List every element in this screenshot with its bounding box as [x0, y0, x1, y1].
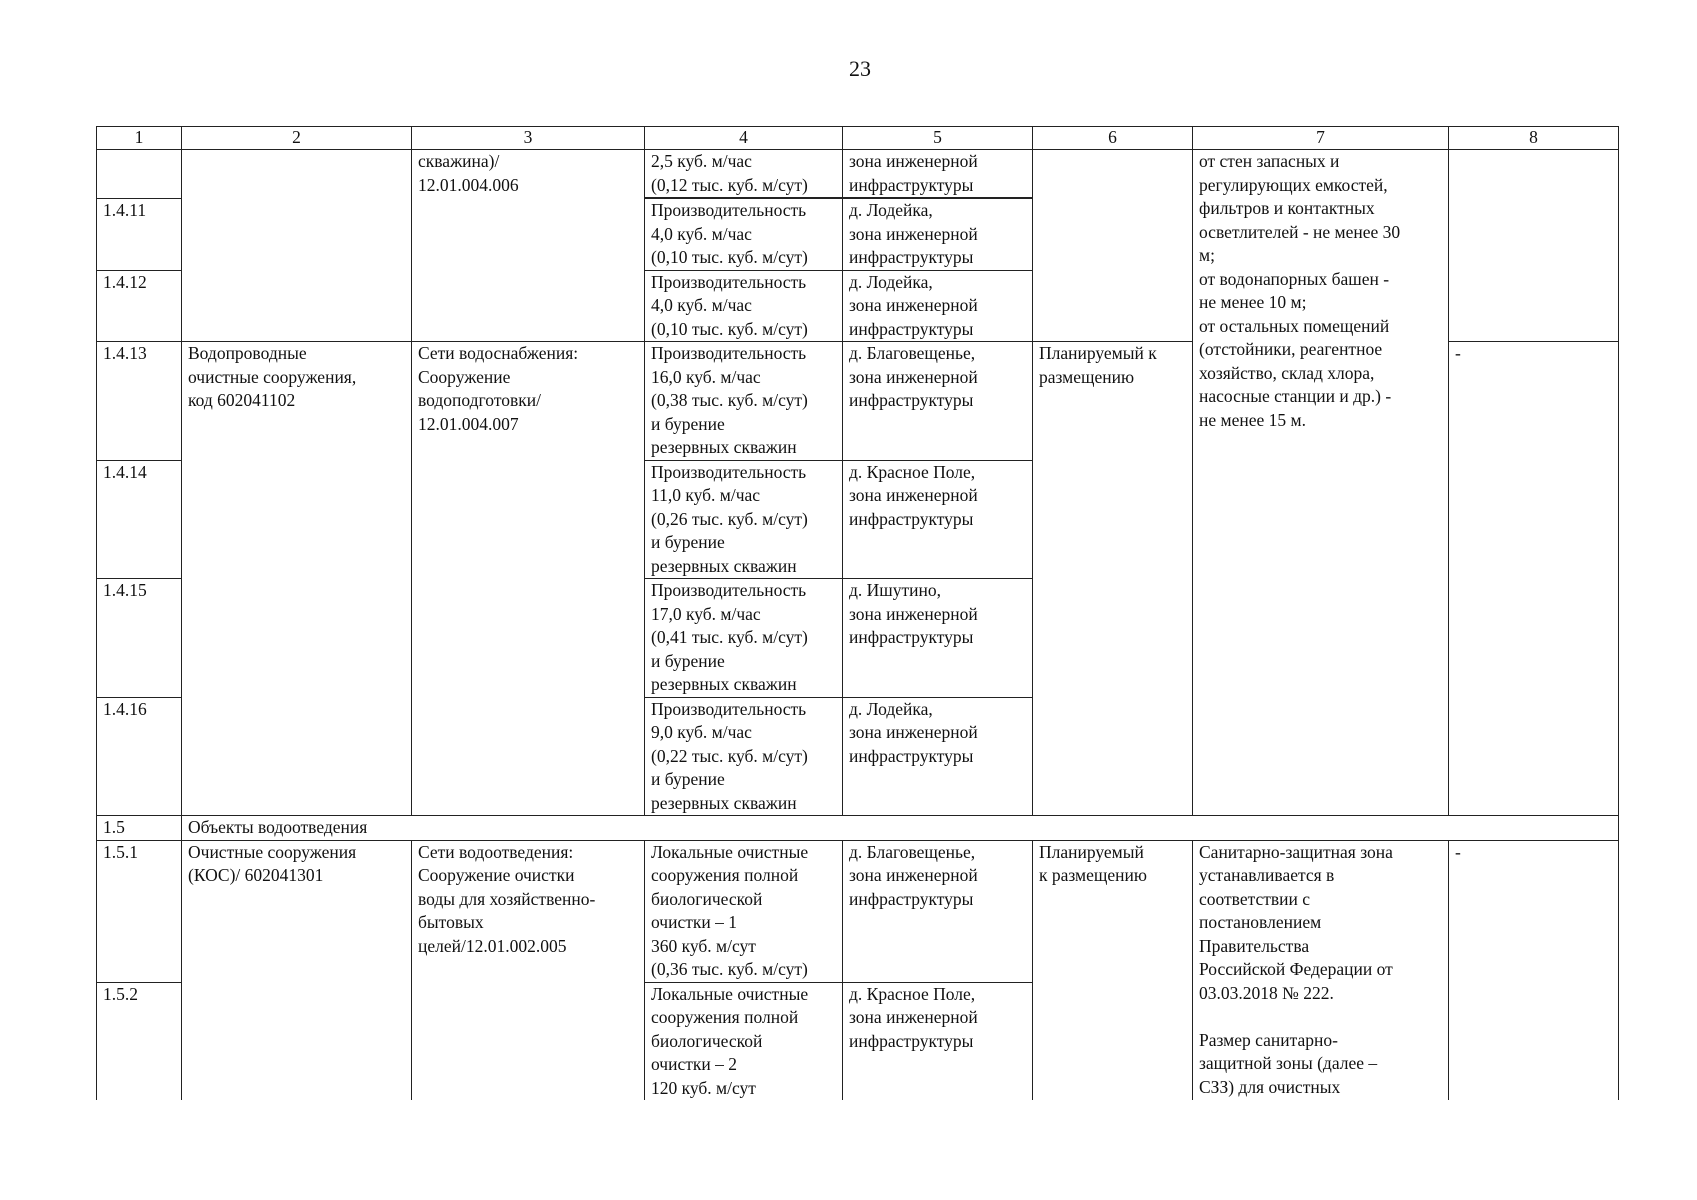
table-row [97, 150, 1619, 198]
notes-cell: - [1449, 342, 1619, 816]
status-cell: Планируемый к размещению [1033, 342, 1193, 816]
row-number-cell: 1.4.14 [97, 460, 182, 579]
object-type-cell: Сети водоснабжения: Сооружение водоподготовки/ 12.01.004.007 [412, 342, 645, 816]
row-number-cell: 1.5.1 [97, 840, 182, 982]
location-cell: д. Лодейка, зона инженерной инфраструктуры [843, 270, 1033, 342]
characteristics-cell: Производительность 4,0 куб. м/час (0,10 тыс. куб. м/сут) [645, 270, 843, 342]
characteristics-cell: Производительность 11,0 куб. м/час (0,26 тыс. куб. м/сут) и бурение резервных скважин [645, 460, 843, 579]
characteristics-cell: Локальные очистные сооружения полной биологической очистки – 1 360 куб. м/сут (0,36 тыс. куб. м/сут) [645, 840, 843, 982]
column-number: 7 [1193, 127, 1449, 150]
object-name-cell: Очистные сооружения (КОС)/ 602041301 [182, 840, 412, 1100]
row-number-cell: 1.5 [97, 816, 182, 841]
characteristics-cell: Производительность 17,0 куб. м/час (0,41 тыс. куб. м/сут) и бурение резервных скважин [645, 579, 843, 698]
object-name-cell: Водопроводные очистные сооружения, код 602041102 [182, 342, 412, 816]
section-row [97, 816, 1619, 841]
characteristics-cell: Производительность 4,0 куб. м/час (0,10 тыс. куб. м/сут) [645, 199, 843, 271]
status-cell [1033, 150, 1193, 342]
column-number-row [97, 127, 1619, 150]
section-title: Объекты водоотведения [182, 816, 1619, 841]
location-cell: зона инженерной инфраструктуры [843, 150, 1033, 198]
column-number: 4 [645, 127, 843, 150]
row-number-cell: 1.5.2 [97, 982, 182, 1100]
location-cell: д. Красное Поле, зона инженерной инфраструктуры [843, 982, 1033, 1100]
object-name-cell [182, 150, 412, 342]
location-cell: д. Благовещенье, зона инженерной инфраструктуры [843, 840, 1033, 982]
column-number: 5 [843, 127, 1033, 150]
page-number: 23 [849, 56, 871, 81]
zone-cell: от стен запасных и регулирующих емкостей, фильтров и контактных осветлителей - не менее 30 м; от водонапорных башен - не менее 10 м; от остальных помещений (отстойники, реагентное хозяйство, склад хлора, насосные станции и др.) - не менее 15 м. [1193, 150, 1449, 816]
column-number: 3 [412, 127, 645, 150]
row-number-cell: 1.4.16 [97, 697, 182, 816]
row-number-cell: 1.4.11 [97, 199, 182, 271]
location-cell: д. Лодейка, зона инженерной инфраструктуры [843, 199, 1033, 271]
object-type-cell: скважина)/ 12.01.004.006 [412, 150, 645, 342]
notes-cell: - [1449, 840, 1619, 1100]
column-number: 6 [1033, 127, 1193, 150]
zone-cell: Санитарно-защитная зона устанавливается в соответствии с постановлением Правительства Российской Федерации от 03.03.2018 № 222. Размер санитарно- защитной зоны (далее – СЗЗ) для очистных [1193, 840, 1449, 1100]
characteristics-cell: Производительность 9,0 куб. м/час (0,22 тыс. куб. м/сут) и бурение резервных скважин [645, 697, 843, 816]
planned-objects-table [96, 126, 1619, 1100]
object-type-cell: Сети водоотведения: Сооружение очистки воды для хозяйственно- бытовых целей/12.01.002.005 [412, 840, 645, 1100]
notes-cell [1449, 150, 1619, 342]
location-cell: д. Лодейка, зона инженерной инфраструктуры [843, 697, 1033, 816]
row-number-cell: 1.4.12 [97, 270, 182, 342]
row-number-cell [97, 150, 182, 199]
column-number: 8 [1449, 127, 1619, 150]
column-number: 2 [182, 127, 412, 150]
status-cell: Планируемый к размещению [1033, 840, 1193, 1100]
location-cell: д. Ишутино, зона инженерной инфраструктуры [843, 579, 1033, 698]
location-cell: д. Благовещенье, зона инженерной инфраструктуры [843, 342, 1033, 461]
table-row [97, 840, 1619, 982]
row-number-cell: 1.4.15 [97, 579, 182, 698]
column-number: 1 [97, 127, 182, 150]
location-cell: д. Красное Поле, зона инженерной инфраструктуры [843, 460, 1033, 579]
characteristics-cell: 2,5 куб. м/час (0,12 тыс. куб. м/сут) [645, 150, 843, 198]
characteristics-cell: Локальные очистные сооружения полной биологической очистки – 2 120 куб. м/сут [645, 982, 843, 1100]
row-number-cell: 1.4.13 [97, 342, 182, 461]
characteristics-cell: Производительность 16,0 куб. м/час (0,38 тыс. куб. м/сут) и бурение резервных скважин [645, 342, 843, 461]
